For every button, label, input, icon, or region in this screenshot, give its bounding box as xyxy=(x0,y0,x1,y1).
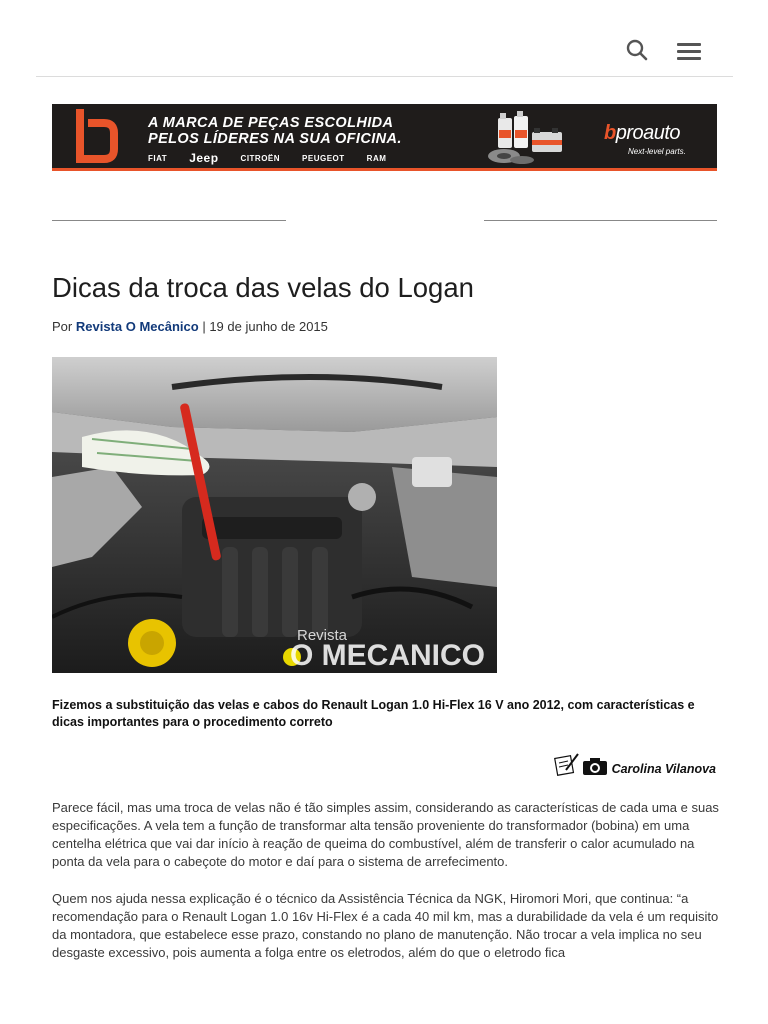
article-date: 19 de junho de 2015 xyxy=(209,319,328,334)
banner-headline xyxy=(148,115,402,147)
bproauto-logo-icon xyxy=(74,107,118,163)
article-photo[interactable] xyxy=(52,357,497,673)
engine-bay-photo xyxy=(52,357,497,673)
divider-left xyxy=(52,220,286,221)
byline-separator: | xyxy=(202,319,206,334)
brand-ram: RAM xyxy=(366,153,387,163)
brand-citroen: CITROËN xyxy=(240,153,281,163)
brand-peugeot: PEUGEOT xyxy=(302,153,345,163)
bproauto-prefix: b xyxy=(604,122,616,144)
article-byline xyxy=(52,319,328,334)
photo-watermark-small: Revista xyxy=(297,627,348,644)
hamburger-menu-icon xyxy=(677,43,701,46)
camera-icon xyxy=(582,756,608,776)
writer-pencil-icon xyxy=(554,752,580,776)
divider-right xyxy=(484,220,717,221)
bproauto-wordmark xyxy=(604,122,680,145)
article-title: Dicas da troca das velas do Logan xyxy=(52,272,474,303)
banner-headline-line1: A MARCA DE PEÇAS ESCOLHIDA xyxy=(148,115,394,131)
author-link[interactable]: Revista O Mecânico xyxy=(75,319,199,334)
article-paragraph-1: Parece fácil, mas uma troca de velas não é tão simples assim, considerando as características de cada uma e suas especificações. A vela tem a função de transformar alta tensão proveniente do transformador (bobina) em uma centelha elétrica que vai dar início à reação de queima do combustível, além de transferir o calor acumulado na ponta da vela para o cabeçote do motor e daí para o sistema de arrefecimento. xyxy=(52,800,719,869)
search-icon xyxy=(625,38,651,64)
banner-headline-line2: PELOS LÍDERES NA SUA OFICINA. xyxy=(148,131,402,147)
brand-fiat: FIAT xyxy=(148,153,168,163)
search-button[interactable] xyxy=(625,38,651,64)
ad-banner[interactable] xyxy=(52,104,717,171)
menu-button[interactable] xyxy=(677,40,703,62)
photo-caption: Fizemos a substituição das velas e cabos do Renault Logan 1.0 Hi-Flex 16 V ano 2012, com características e dicas importantes para o procedimento correto xyxy=(52,698,695,729)
site-header xyxy=(36,0,733,77)
byline-prefix: Por xyxy=(52,319,73,334)
auto-parts-product-image xyxy=(482,110,592,166)
photo-credit-name: Carolina Vilanova xyxy=(611,762,716,776)
brand-jeep: Jeep xyxy=(189,151,219,165)
photo-watermark-large: O MECANICO xyxy=(290,639,485,672)
bproauto-name: proauto xyxy=(615,122,681,144)
article-paragraph-2: Quem nos ajuda nessa explicação é o técnico da Assistência Técnica da NGK, Hiromori Mori, que continua: “a recomendação para o Renault Logan 1.0 16v Hi-Flex é a cada 40 mil km, mas a durabilidade da vela é um requisito da montadora, que estabelece esse prazo, constando no plano de manutenção. Não trocar a vela implica no seu desgaste excessivo, pois aumenta a folga entre os eletrodos, além do que o eletrodo fica xyxy=(52,891,719,960)
bproauto-tagline: Next-level parts. xyxy=(628,147,686,156)
photo-credit xyxy=(554,752,716,776)
banner-brand-list xyxy=(148,151,408,165)
